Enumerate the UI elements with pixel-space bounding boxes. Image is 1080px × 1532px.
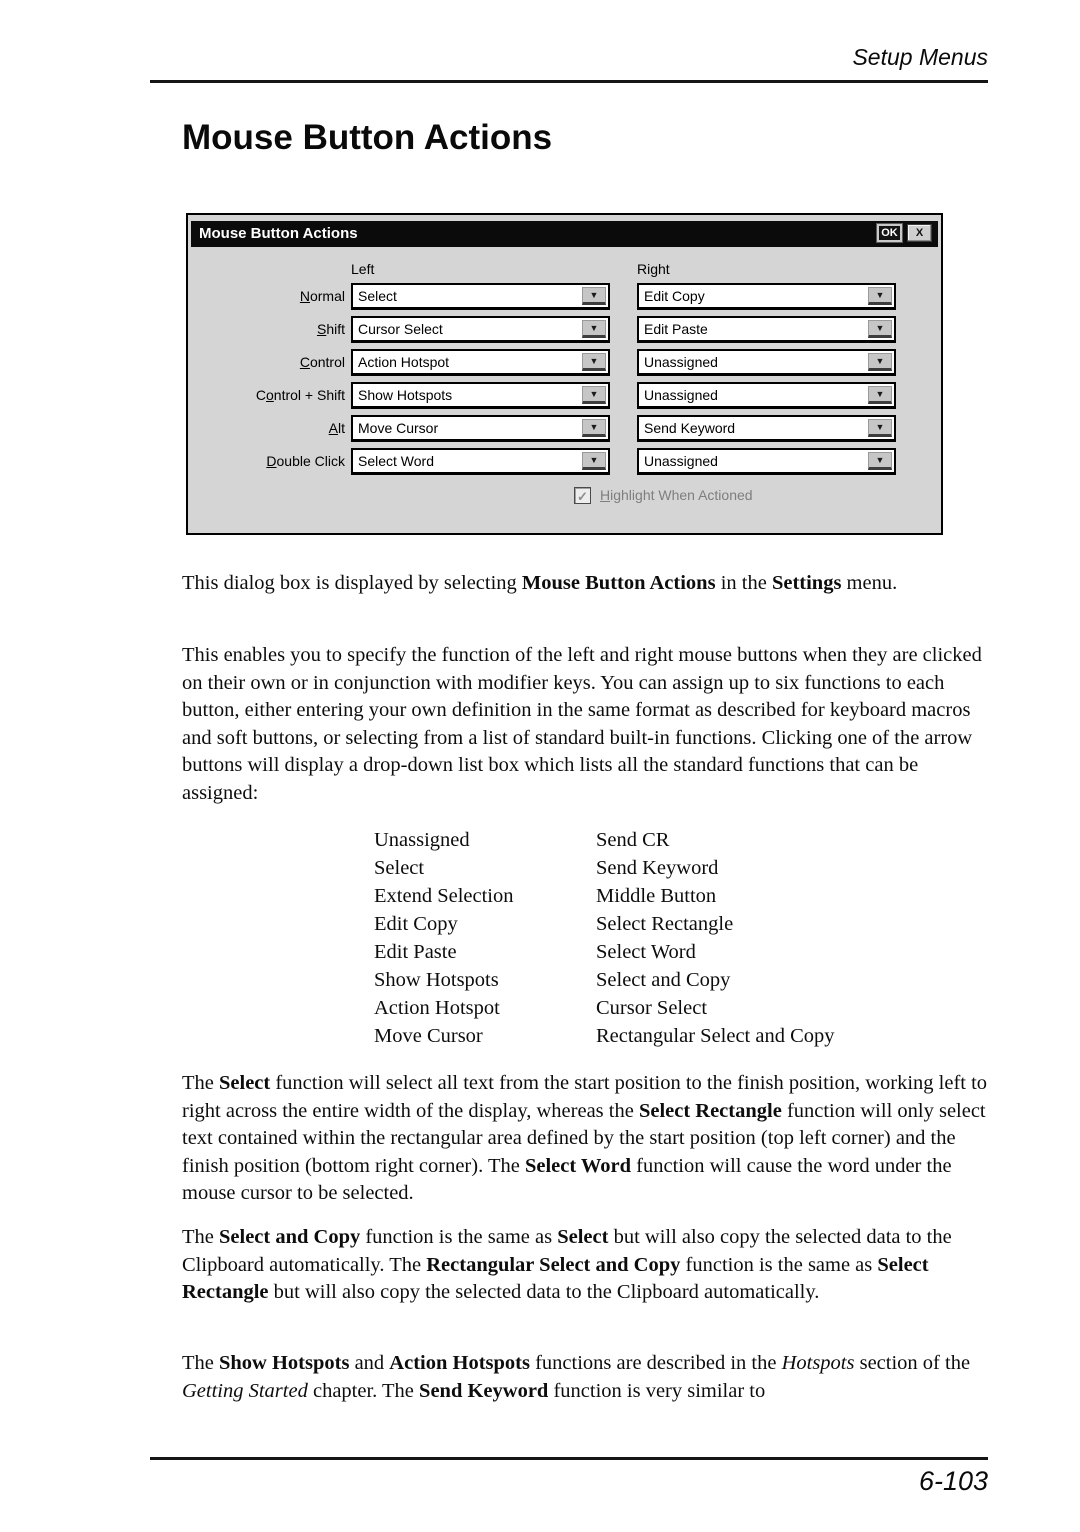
mouse-button-actions-dialog	[186, 213, 943, 535]
function-item: Middle Button	[596, 885, 717, 907]
function-item: Edit Paste	[374, 941, 457, 963]
function-list-row	[374, 882, 835, 910]
function-item: Select Rectangle	[596, 913, 734, 935]
footer-rule	[150, 1457, 988, 1460]
chevron-down-icon: ▼	[589, 322, 599, 333]
right-button-combobox[interactable]	[637, 448, 896, 475]
dialog-titlebar	[191, 221, 938, 247]
function-item: Action Hotspot	[374, 997, 500, 1019]
dropdown-arrow-button[interactable]	[582, 419, 606, 437]
right-button-combobox[interactable]	[637, 316, 896, 343]
dialog-row	[188, 382, 941, 409]
combobox-value: Unassigned	[644, 453, 718, 469]
function-list-row	[374, 1022, 835, 1050]
combobox-value: Select Word	[358, 453, 434, 469]
left-column-header: Left	[351, 261, 375, 277]
body-paragraph-5: The Show Hotspots and Action Hotspots functions are described in the Hotspots section of the Getting Started chapter. The Send Keyword function is very similar to	[182, 1352, 971, 1402]
dropdown-arrow-button[interactable]	[868, 386, 892, 404]
chevron-down-icon: ▼	[875, 454, 885, 465]
dialog-row	[188, 415, 941, 442]
function-list-row	[374, 910, 835, 938]
chevron-down-icon: ▼	[589, 454, 599, 465]
combobox-value: Edit Copy	[644, 288, 705, 304]
left-button-combobox[interactable]	[351, 349, 610, 376]
chevron-down-icon: ▼	[589, 421, 599, 432]
dropdown-arrow-button[interactable]	[868, 353, 892, 371]
function-item: Select and Copy	[596, 969, 731, 991]
highlight-checkbox-label: Highlight When Actioned	[600, 487, 753, 503]
function-item: Move Cursor	[374, 1025, 483, 1047]
function-item: Extend Selection	[374, 885, 514, 907]
function-item: Show Hotspots	[374, 969, 499, 991]
combobox-value: Action Hotspot	[358, 354, 450, 370]
combobox-value: Cursor Select	[358, 321, 443, 337]
modifier-label: Normal	[299, 288, 345, 304]
chevron-down-icon: ▼	[875, 388, 885, 399]
chevron-down-icon: ▼	[875, 322, 885, 333]
chevron-down-icon: ▼	[875, 355, 885, 366]
dialog-row	[188, 283, 941, 310]
body-paragraph-4: The Select and Copy function is the same as Select but will also copy the selected data to the Clipboard automatically. The Rectangular Select and Copy function is the same as Select Rectangle but will also copy the selected data to the Clipboard automatically.	[182, 1226, 952, 1303]
modifier-label: Control + Shift	[255, 387, 345, 403]
modifier-label: Double Click	[266, 453, 345, 469]
chevron-down-icon: ▼	[875, 289, 885, 300]
combobox-value: Send Keyword	[644, 420, 736, 436]
right-button-combobox[interactable]	[637, 349, 896, 376]
function-list-row	[374, 966, 835, 994]
check-icon: ✓	[577, 489, 588, 504]
dialog-title: Mouse Button Actions	[199, 225, 358, 242]
dialog-row	[188, 349, 941, 376]
function-item: Send CR	[596, 829, 670, 851]
dropdown-arrow-button[interactable]	[868, 419, 892, 437]
running-header: Setup Menus	[852, 44, 988, 70]
combobox-value: Edit Paste	[644, 321, 708, 337]
right-column-header: Right	[637, 261, 670, 277]
combobox-value: Select	[358, 288, 397, 304]
page-number: 6-103	[918, 1466, 988, 1496]
dropdown-arrow-button[interactable]	[868, 452, 892, 470]
chevron-down-icon: ▼	[875, 421, 885, 432]
left-button-combobox[interactable]	[351, 382, 610, 409]
modifier-label: Shift	[316, 321, 345, 337]
right-button-combobox[interactable]	[637, 415, 896, 442]
body-paragraph-3: The Select function will select all text from the start position to the finish position, working left to right across the entire width of the display, whereas the Select Rectangle function will only select text contained within the rectangular area defined by the start position (top left corner) and the finish position (bottom right corner). The Select Word function will cause the word under the mouse cursor to be selected.	[182, 1072, 988, 1204]
left-button-combobox[interactable]	[351, 316, 610, 343]
dropdown-arrow-button[interactable]	[582, 386, 606, 404]
dropdown-arrow-button[interactable]	[868, 287, 892, 305]
page-title: Mouse Button Actions	[182, 118, 553, 157]
modifier-label: Alt	[328, 420, 345, 436]
dialog-row	[188, 448, 941, 475]
dropdown-arrow-button[interactable]	[582, 353, 606, 371]
modifier-label: Control	[299, 354, 345, 370]
chevron-down-icon: ▼	[589, 355, 599, 366]
dropdown-arrow-button[interactable]	[868, 320, 892, 338]
body-paragraph-1: This dialog box is displayed by selecting Mouse Button Actions in the Settings menu.	[182, 572, 898, 594]
function-item: Select	[374, 857, 425, 879]
function-list-row	[374, 938, 835, 966]
right-button-combobox[interactable]	[637, 283, 896, 310]
combobox-value: Move Cursor	[358, 420, 439, 436]
ok-button[interactable]: OK	[877, 224, 902, 242]
combobox-value: Unassigned	[644, 354, 718, 370]
header-rule	[150, 80, 988, 83]
function-item: Select Word	[596, 941, 696, 963]
function-list-row	[374, 994, 835, 1022]
function-item: Unassigned	[374, 829, 470, 851]
dialog-row	[188, 316, 941, 343]
chevron-down-icon: ▼	[589, 289, 599, 300]
close-button[interactable]: X	[907, 224, 932, 242]
function-item: Cursor Select	[596, 997, 708, 1019]
body-paragraph-2: This enables you to specify the function of the left and right mouse buttons when they are clicked on their own or in conjunction with modifier keys. You can assign up to six functions to each button, either entering your own definition in the same format as described for keyboard macros and soft buttons, or selecting from a list of standard built-in functions. Clicking one of the arrow buttons will display a drop-down list box which lists all the standard functions that can be assigned:	[182, 644, 982, 804]
function-list	[374, 826, 835, 1050]
highlight-checkbox[interactable]	[574, 487, 591, 504]
dropdown-arrow-button[interactable]	[582, 320, 606, 338]
function-list-row	[374, 854, 835, 882]
combobox-value: Show Hotspots	[358, 387, 453, 403]
combobox-value: Unassigned	[644, 387, 718, 403]
left-button-combobox[interactable]	[351, 448, 610, 475]
dropdown-arrow-button[interactable]	[582, 287, 606, 305]
function-list-row	[374, 826, 835, 854]
chevron-down-icon: ▼	[589, 388, 599, 399]
function-item: Rectangular Select and Copy	[596, 1025, 835, 1047]
right-button-combobox[interactable]	[637, 382, 896, 409]
function-item: Send Keyword	[596, 857, 719, 879]
left-button-combobox[interactable]	[351, 283, 610, 310]
dropdown-arrow-button[interactable]	[582, 452, 606, 470]
left-button-combobox[interactable]	[351, 415, 610, 442]
function-item: Edit Copy	[374, 913, 458, 935]
